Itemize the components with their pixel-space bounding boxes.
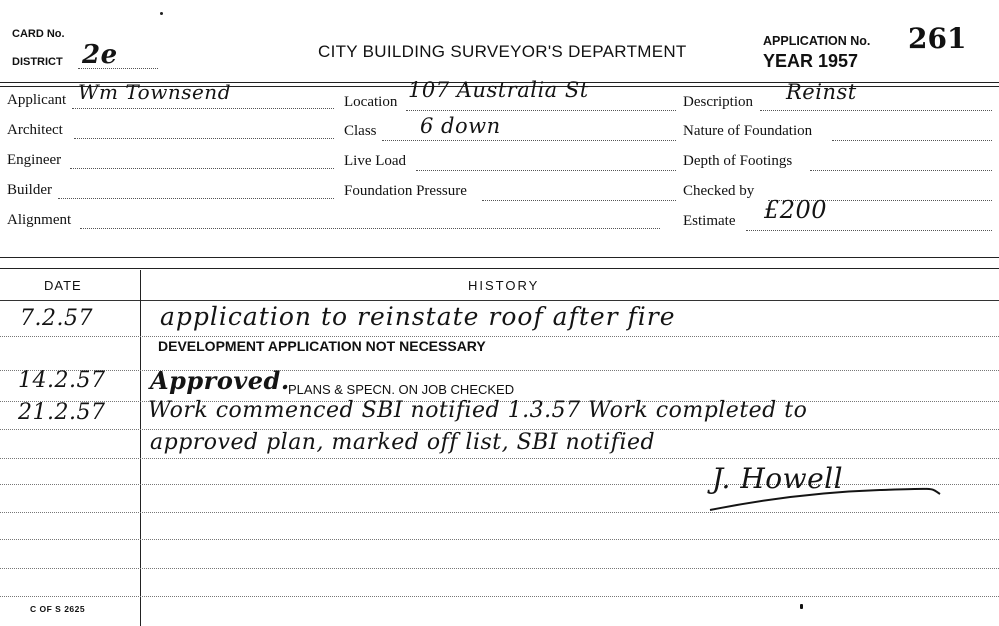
- date-column-divider: [140, 270, 141, 626]
- nature-of-foundation-line: [832, 140, 992, 141]
- builder-label: Builder: [7, 182, 52, 198]
- architect-label: Architect: [7, 122, 63, 138]
- architect-line: [74, 138, 334, 139]
- application-no-label: APPLICATION No.: [763, 34, 871, 48]
- history-date: 14.2.57: [18, 368, 106, 393]
- application-no-value: 261: [908, 22, 967, 55]
- depth-of-footings-label: Depth of Footings: [683, 153, 793, 169]
- history-entry-text: Work commenced SBI notified 1.3.57 Work completed to: [148, 398, 808, 423]
- applicant-value: Wm Townsend: [78, 80, 231, 104]
- history-entry-text: approved plan, marked off list, SBI notified: [150, 430, 656, 455]
- nature-of-foundation-label: Nature of Foundation: [683, 123, 813, 139]
- history-date: 7.2.57: [20, 306, 93, 331]
- location-line: [406, 110, 676, 111]
- history-date: 21.2.57: [18, 400, 106, 425]
- date-column-header: DATE: [44, 278, 82, 293]
- class-label: Class: [344, 123, 377, 139]
- class-line: [382, 140, 676, 141]
- history-rule-second: [0, 268, 999, 269]
- description-line: [760, 110, 992, 111]
- district-value: 2e: [82, 40, 118, 70]
- year-label: YEAR 1957: [763, 51, 859, 71]
- estimate-line: [746, 230, 992, 231]
- history-stamp-text: PLANS & SPECN. ON JOB CHECKED: [288, 382, 515, 397]
- engineer-line: [70, 168, 334, 169]
- estimate-label: Estimate: [683, 213, 736, 229]
- history-row-line: [0, 458, 999, 459]
- history-entry-text: Approved.: [150, 366, 290, 395]
- history-row-line: [0, 336, 999, 337]
- history-row-line: [0, 568, 999, 569]
- applicant-label: Applicant: [7, 92, 67, 108]
- depth-of-footings-line: [810, 170, 992, 171]
- live-load-line: [416, 170, 676, 171]
- history-entry-text: application to reinstate roof after fire: [160, 302, 676, 331]
- history-row-line: [0, 539, 999, 540]
- foundation-pressure-label: Foundation Pressure: [344, 183, 467, 199]
- engineer-label: Engineer: [7, 152, 62, 168]
- department-title: CITY BUILDING SURVEYOR'S DEPARTMENT: [318, 42, 687, 61]
- ink-speck: [800, 604, 803, 609]
- signature-flourish: [700, 470, 950, 520]
- signature: J. Howell: [712, 462, 844, 495]
- applicant-line: [72, 108, 334, 109]
- history-stamp-text: DEVELOPMENT APPLICATION NOT NECESSARY: [158, 338, 486, 354]
- description-value: Reinst: [786, 80, 857, 104]
- location-value: 107 Australia St: [408, 78, 589, 102]
- alignment-label: Alignment: [7, 212, 72, 228]
- ink-speck: [160, 12, 163, 15]
- history-rule-top: [0, 257, 999, 258]
- history-column-header: HISTORY: [468, 278, 540, 293]
- form-code: C OF S 2625: [30, 604, 86, 614]
- district-label: DISTRICT: [12, 56, 63, 68]
- class-value: 6 down: [420, 114, 501, 138]
- live-load-label: Live Load: [344, 153, 407, 169]
- alignment-line: [80, 228, 660, 229]
- foundation-pressure-line: [482, 200, 676, 201]
- history-row-line: [0, 596, 999, 597]
- card-no-label: CARD No.: [12, 28, 65, 40]
- district-dotted-line: [78, 68, 158, 69]
- description-label: Description: [683, 94, 753, 110]
- history-header-rule: [0, 300, 999, 301]
- builder-line: [58, 198, 334, 199]
- location-label: Location: [344, 94, 398, 110]
- checked-by-label: Checked by: [683, 183, 755, 199]
- estimate-value: £200: [764, 196, 828, 224]
